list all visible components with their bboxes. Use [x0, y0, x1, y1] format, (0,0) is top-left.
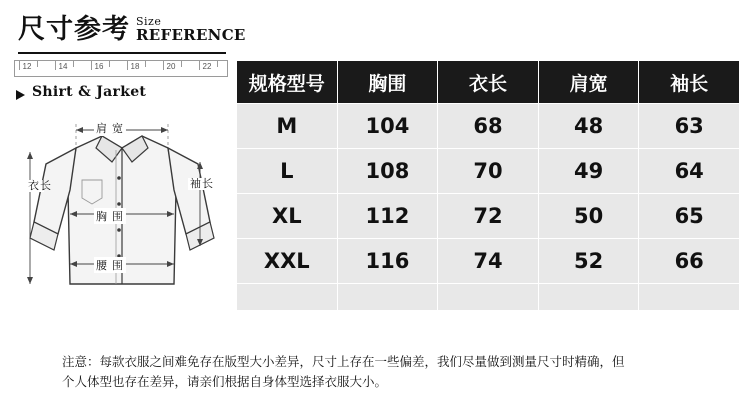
page-title-cn: 尺寸参考: [18, 14, 130, 46]
page-title-en-small: Size: [136, 15, 162, 28]
table-cell-empty: [538, 284, 639, 311]
table-cell-length: 74: [438, 239, 539, 284]
label-sleeve-length: 袖长: [190, 178, 214, 190]
ruler-number: 12: [22, 62, 32, 71]
table-row-empty: [237, 284, 740, 311]
table-cell-size: XL: [237, 194, 338, 239]
label-waist: 腰 围: [94, 257, 126, 273]
table-row: [237, 239, 740, 284]
ruler-number: 14: [58, 62, 68, 71]
table-cell-size: XXL: [237, 239, 338, 284]
table-cell-size: M: [237, 104, 338, 149]
table-row: [237, 194, 740, 239]
table-cell-empty: [639, 284, 740, 311]
table-cell-shoulder: 49: [538, 149, 639, 194]
size-table: [236, 60, 740, 311]
table-cell-sleeve: 64: [639, 149, 740, 194]
label-garment-length: 衣长: [28, 180, 52, 192]
table-header-cell: 规格型号: [237, 61, 338, 104]
table-cell-empty: [438, 284, 539, 311]
label-chest: 胸 围: [94, 208, 126, 224]
table-cell-sleeve: 63: [639, 104, 740, 149]
table-cell-length: 70: [438, 149, 539, 194]
triangle-pointer-icon: [16, 90, 25, 100]
table-header-cell: 胸围: [337, 61, 438, 104]
table-header-cell: 衣长: [438, 61, 539, 104]
ruler-number: 16: [94, 62, 104, 71]
table-cell-shoulder: 52: [538, 239, 639, 284]
notes-line-2: 个人体型也存在差异，请亲们根据自身体型选择衣服大小。: [62, 374, 388, 389]
ruler-number: 22: [202, 62, 212, 71]
page-title-en-big: REFERENCE: [136, 25, 246, 44]
notes-text: [62, 352, 722, 392]
table-header-row: [237, 61, 740, 104]
ruler-icon: [14, 60, 228, 77]
table-cell-chest: 104: [337, 104, 438, 149]
title-divider: [18, 52, 226, 54]
table-cell-chest: 116: [337, 239, 438, 284]
page-title: [18, 14, 246, 46]
table-cell-sleeve: 66: [639, 239, 740, 284]
table-header-cell: 肩宽: [538, 61, 639, 104]
table-cell-length: 72: [438, 194, 539, 239]
table-header-cell: 袖长: [639, 61, 740, 104]
ruler-number: 20: [166, 62, 176, 71]
table-cell-chest: 108: [337, 149, 438, 194]
table-cell-length: 68: [438, 104, 539, 149]
table-cell-size: L: [237, 149, 338, 194]
notes-line-1: 注意：每款衣服之间难免存在版型大小差异，尺寸上存在一些偏差，我们尽量做到测量尺寸时精确，但: [62, 354, 625, 369]
table-cell-chest: 112: [337, 194, 438, 239]
garment-illustration: [10, 60, 232, 345]
table-cell-empty: [237, 284, 338, 311]
garment-caption: Shirt & Jarket: [32, 84, 147, 100]
table-cell-empty: [337, 284, 438, 311]
table-cell-sleeve: 65: [639, 194, 740, 239]
table-row: [237, 149, 740, 194]
label-shoulder-width: 肩 宽: [94, 120, 126, 136]
table-row: [237, 104, 740, 149]
table-cell-shoulder: 50: [538, 194, 639, 239]
table-cell-shoulder: 48: [538, 104, 639, 149]
page-title-en: [136, 16, 246, 43]
ruler-number: 18: [130, 62, 140, 71]
